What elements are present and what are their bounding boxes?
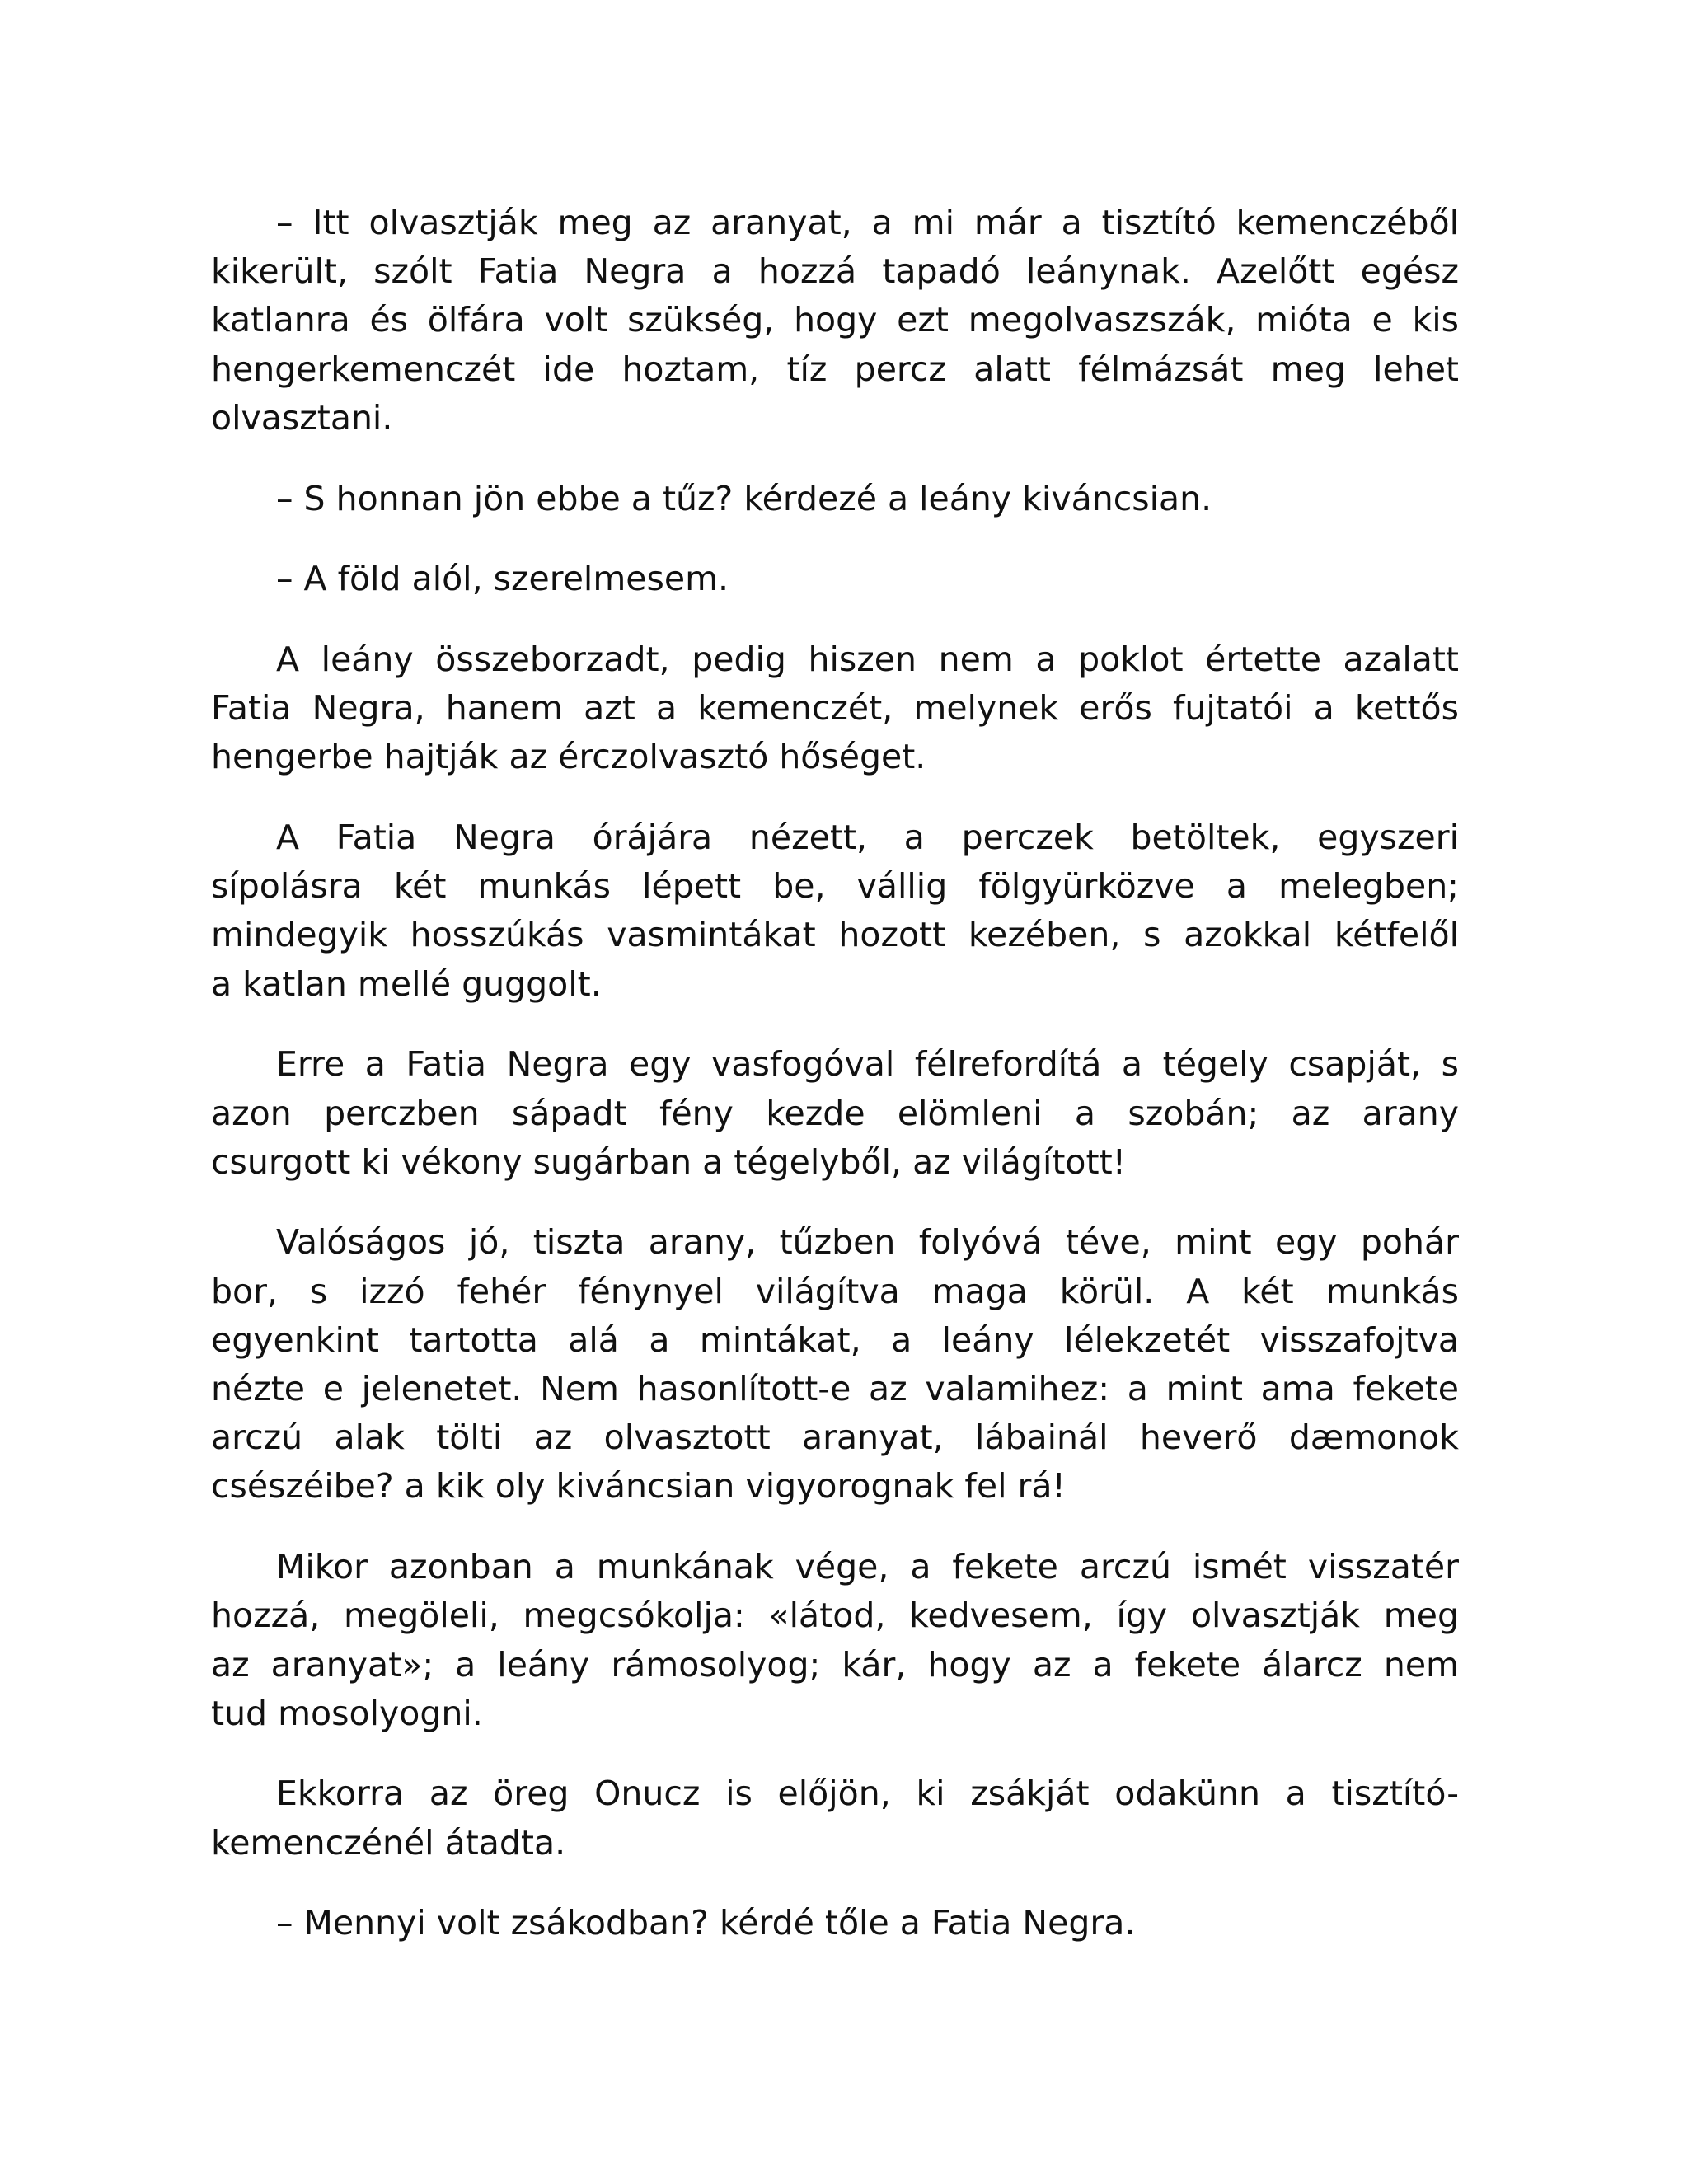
text-line: Valóságos jó, tiszta arany, tűzben folyóvá téve, mint egy pohár	[276, 1222, 1459, 1263]
text-line: – Mennyi volt zsákodban? kérdé tőle a Fatia Negra.	[276, 1903, 1136, 1943]
paragraph	[211, 1769, 1459, 1867]
text-line: hozzá, megöleli, megcsókolja: «látod, kedvesem, így olvasztják meg	[211, 1596, 1459, 1636]
paragraph	[211, 1040, 1459, 1187]
text-line: – S honnan jön ebbe a tűz? kérdezé a leány kiváncsian.	[276, 478, 1212, 518]
paragraph	[211, 813, 1459, 1009]
text-line: csurgott ki vékony sugárban a tégelyből, az világított!	[211, 1141, 1127, 1182]
text-line: egyenkint tartotta alá a mintákat, a leány lélekzetét visszafojtva	[211, 1319, 1459, 1360]
text-line: kemenczénél átadta.	[211, 1822, 566, 1863]
text-line: Mikor azonban a munkának vége, a fekete arczú ismét visszatér	[276, 1547, 1459, 1587]
text-line: sípolásra két munkás lépett be, vállig fölgyürközve a melegben;	[211, 866, 1459, 907]
text-line: azon perczben sápadt fény kezde elömleni a szobán; az arany	[211, 1093, 1459, 1133]
paragraph	[211, 475, 1459, 523]
text-line: bor, s izzó fehér fénynyel világítva maga körül. A két munkás	[211, 1271, 1459, 1311]
text-line: mindegyik hosszúkás vasmintákat hozott kezében, s azokkal kétfelől	[211, 915, 1459, 955]
paragraph	[211, 1899, 1459, 1947]
paragraph	[211, 1543, 1459, 1738]
text-line: olvasztani.	[211, 397, 393, 438]
page-text	[211, 199, 1459, 1980]
paragraph	[211, 555, 1459, 603]
text-line: nézte e jelenetet. Nem hasonlított-e az valamihez: a mint ama fekete	[211, 1369, 1459, 1409]
text-line: – Itt olvasztják meg az aranyat, a mi már a tisztító kemenczéből	[276, 203, 1459, 242]
text-line: az aranyat»; a leány rámosolyog; kár, hogy az a fekete álarcz nem	[211, 1644, 1459, 1685]
paragraph	[211, 635, 1459, 782]
paragraph	[211, 1218, 1459, 1511]
text-line: kikerült, szólt Fatia Negra a hozzá tapadó leánynak. Azelőtt egész	[211, 251, 1459, 292]
text-line: – A föld alól, szerelmesem.	[276, 559, 729, 599]
text-line: Fatia Negra, hanem azt a kemenczét, melynek erős fujtatói a kettős	[211, 688, 1459, 729]
text-line: a katlan mellé guggolt.	[211, 963, 602, 1004]
text-line: Erre a Fatia Negra egy vasfogóval félrefordítá a tégely csapját, s	[276, 1044, 1459, 1085]
text-line: Ekkorra az öreg Onucz is előjön, ki zsákját odakünn a tisztító-	[276, 1774, 1459, 1814]
text-line: hengerbe hajtják az érczolvasztó hőséget.	[211, 737, 926, 777]
text-line: A leány összeborzadt, pedig hiszen nem a poklot értette azalatt	[276, 639, 1459, 679]
paragraph	[211, 199, 1459, 443]
text-line: arczú alak tölti az olvasztott aranyat, lábainál heverő dæmonok	[211, 1418, 1459, 1458]
text-line: A Fatia Negra órájára nézett, a perczek betöltek, egyszeri	[276, 818, 1459, 858]
text-line: tud mosolyogni.	[211, 1693, 483, 1733]
text-line: csészéibe? a kik oly kiváncsian vigyorognak fel rá!	[211, 1466, 1066, 1507]
text-line: hengerkemenczét ide hoztam, tíz percz alatt félmázsát meg lehet	[211, 349, 1459, 389]
text-line: katlanra és ölfára volt szükség, hogy ezt megolvaszszák, mióta e kis	[211, 300, 1459, 340]
